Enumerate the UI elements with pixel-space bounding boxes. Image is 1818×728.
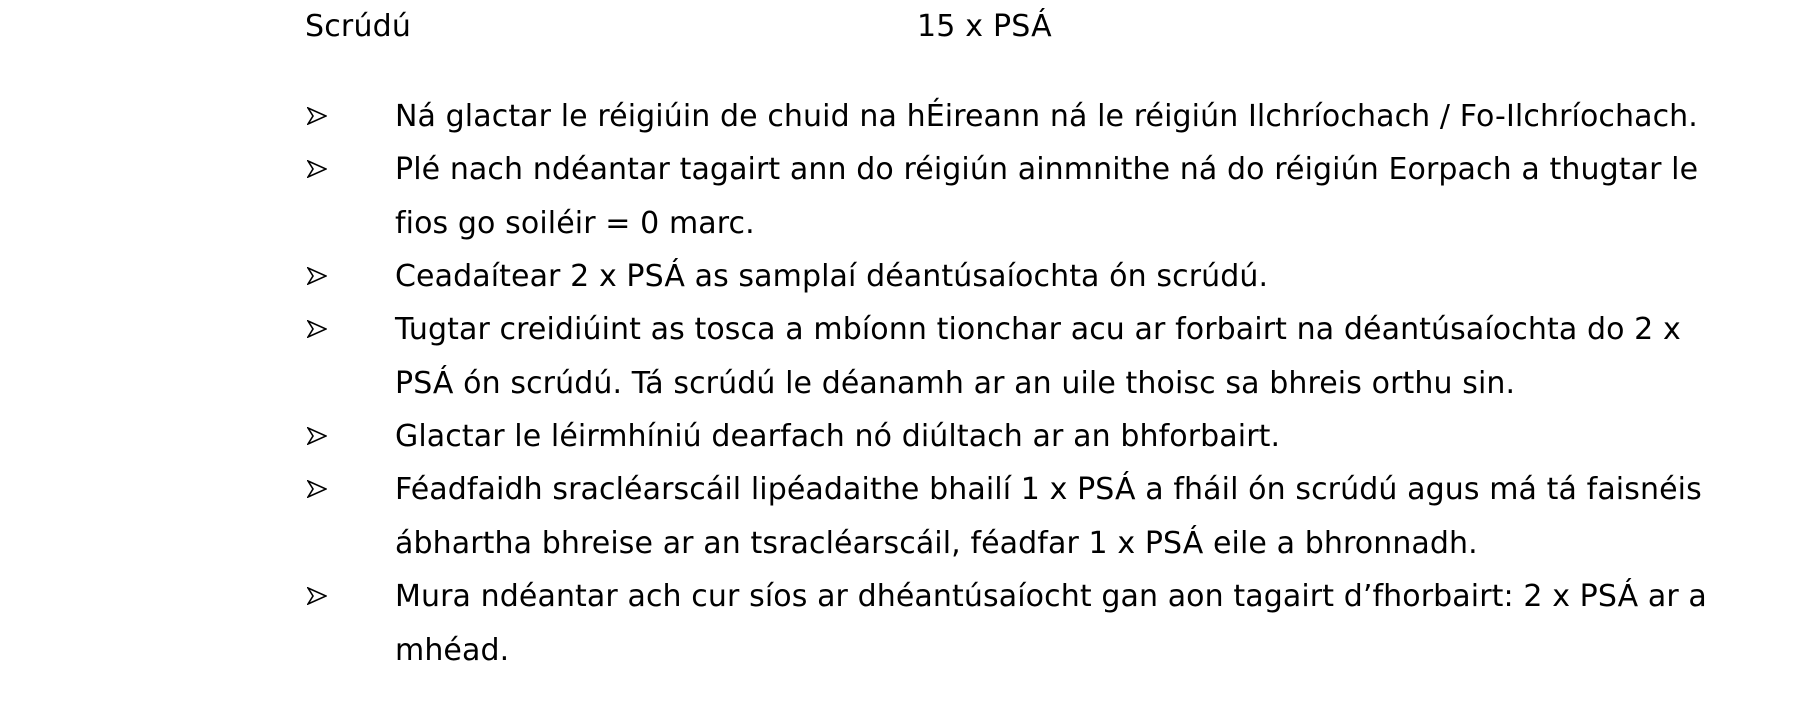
list-item [305,250,1725,304]
arrowhead-bullet-icon [305,143,395,197]
arrowhead-bullet-icon [305,463,395,517]
arrowhead-bullet-icon [305,250,395,304]
arrowhead-bullet-icon [305,570,395,624]
header-marks: 15 x PSÁ [917,9,1052,44]
list-item [305,570,1725,678]
header-title: Scrúdú [305,9,412,44]
list-item [305,410,1725,464]
list-item [305,463,1725,571]
list-item [305,143,1725,251]
arrowhead-bullet-icon [305,90,395,144]
bullet-text: Ceadaítear 2 x PSÁ as samplaí déantúsaíochta ón scrúdú. [395,259,1269,294]
bullet-list [305,90,1725,677]
bullet-text: Mura ndéantar ach cur síos ar dhéantúsaíocht gan aon tagairt d’fhorbairt: 2 x PSÁ ar a mhéad. [395,579,1707,668]
bullet-text: Féadfaidh sracléarscáil lipéadaithe bhailí 1 x PSÁ a fháil ón scrúdú agus má tá faisnéis ábhartha bhreise ar an tsracléarscáil, féadfar 1 x PSÁ eile a bhronnadh. [395,472,1702,561]
bullet-text: Tugtar creidiúint as tosca a mbíonn tionchar acu ar forbairt na déantúsaíochta do 2 x PSÁ ón scrúdú. Tá scrúdú le déanamh ar an uile thoisc sa bhreis orthu sin. [395,312,1681,401]
bullet-text: Ná glactar le réigiúin de chuid na hÉireann ná le réigiún Ilchríochach / Fo-Ilchríochach. [395,99,1698,134]
bullet-text: Glactar le léirmhíniú dearfach nó diúltach ar an bhforbairt. [395,419,1281,454]
bullet-text: Plé nach ndéantar tagairt ann do réigiún ainmnithe ná do réigiún Eorpach a thugtar le fios go soiléir = 0 marc. [395,152,1699,241]
arrowhead-bullet-icon [305,410,395,464]
arrowhead-bullet-icon [305,303,395,357]
list-item [305,303,1725,411]
header-row [305,2,1705,52]
list-item [305,90,1725,144]
